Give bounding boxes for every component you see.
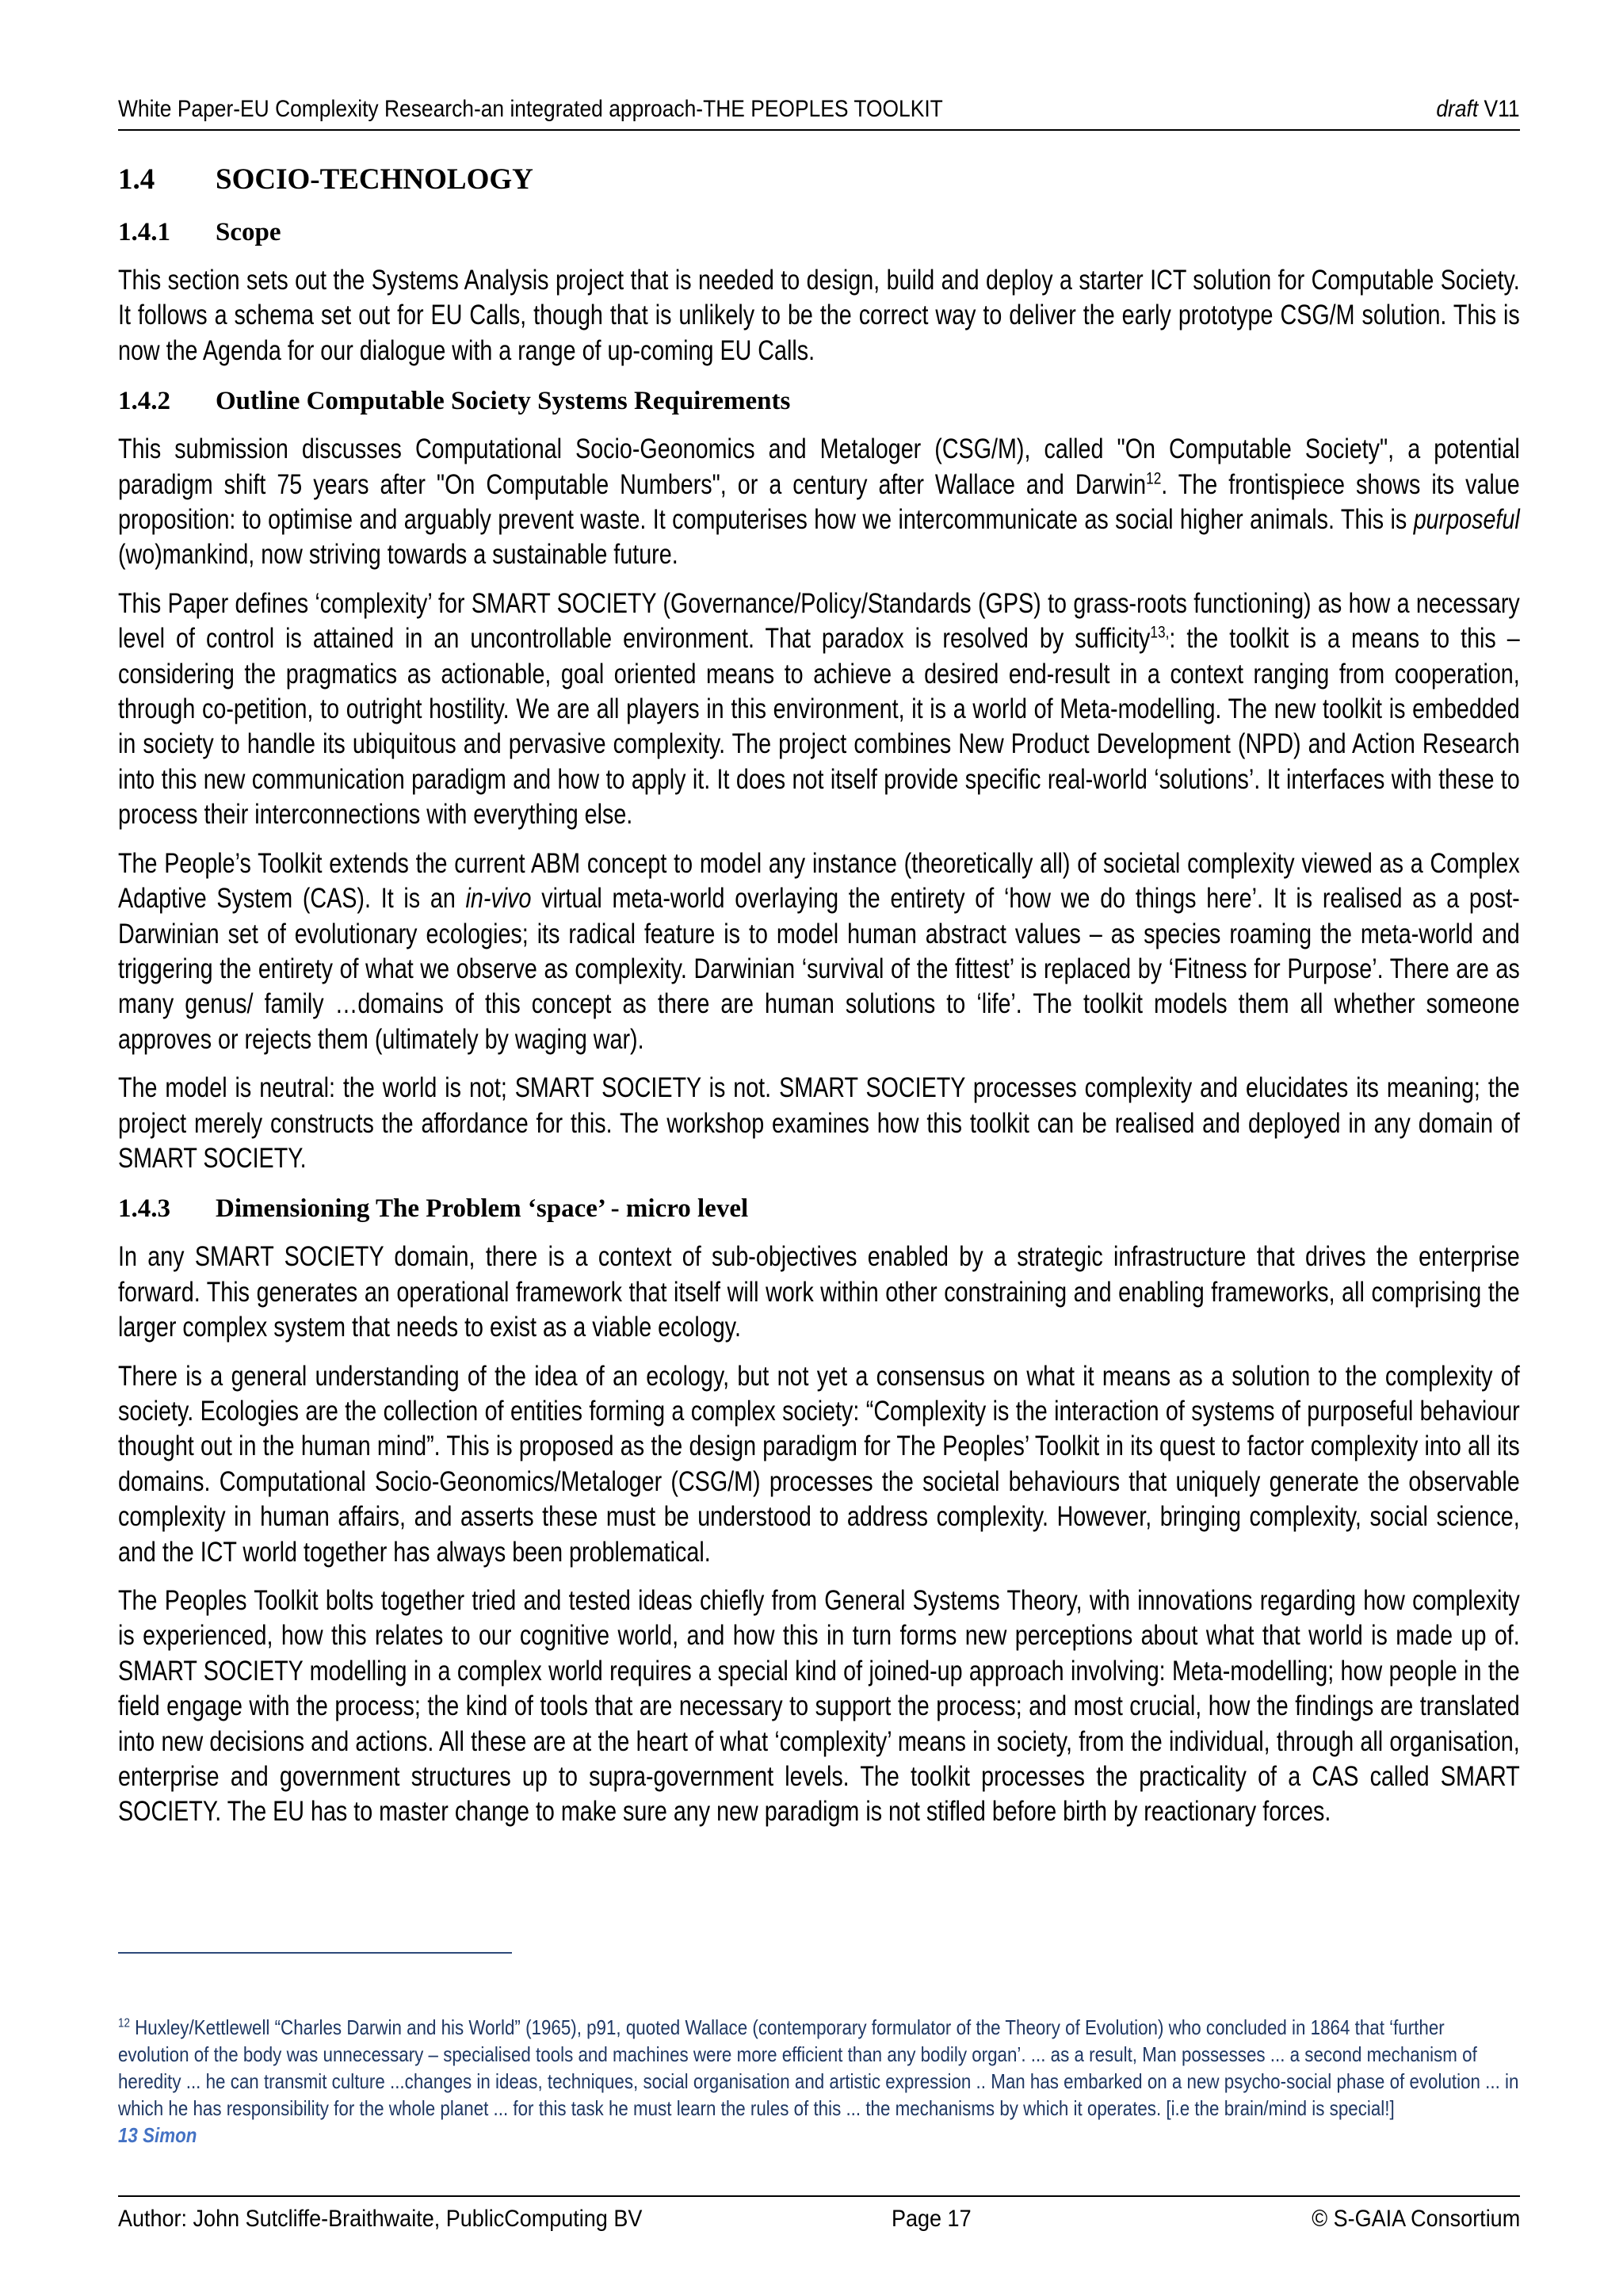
- subsection-title: Outline Computable Society Systems Requirements: [216, 387, 791, 416]
- footnote-ref-13[interactable]: 13,: [1150, 623, 1170, 642]
- text-run: : the toolkit is a means to this – considering the pragmatics as actionable, goal oriented means to achieve a desired end-result in a context ranging from cooperation, through co-petition, to outright hostility. We are all players in this environment, it is a world of Meta-modelling. The new toolkit is embedded in society to handle its ubiquitous and pervasive complexity. The project combines New Product Development (NPD) and Action Research into this new communication paradigm and how to apply it. It does not itself provide specific real-world ‘solutions’. It interfaces with these to process their interconnections with everything else.: [118, 623, 1520, 831]
- footer-rule: [118, 2195, 1520, 2197]
- footer-page-number: Page 17: [892, 2206, 972, 2232]
- footnotes: [118, 2014, 1520, 2149]
- subsection-number: 1.4.2: [118, 387, 170, 416]
- emphasis: purposeful: [1413, 504, 1520, 536]
- footnote-12: [118, 2014, 1520, 2122]
- subsection-heading-requirements: [118, 384, 1520, 418]
- paragraph-submission: [118, 432, 1520, 573]
- text-run: This Paper defines ‘complexity’ for SMART SOCIETY (Governance/Policy/Standards (GPS) to grass-roots functioning) as how a necessary level of control is attained in an uncontrollable environment. That paradox is resolved by sufficity: [118, 587, 1520, 655]
- footnote-text: Huxley/Kettlewell “Charles Darwin and his World” (1965), p91, quoted Wallace (contemporary formulator of the Theory of Evolution) who concluded in 1864 that ‘further evolution of the body was unnecessary – specialised tools and machines were more efficient than any bodily organ’. ... as a result, Man possesses ... a second mechanism of heredity ... he can transmit culture ...changes in ideas, techniques, social organisation and artistic expression .. Man has embarked on a new psycho-social phase of evolution ... in which he has responsibility for the whole planet ... for this task he must learn the rules of this ... the mechanisms by which it operates. [i.e the brain/mind is special!]: [118, 2015, 1519, 2120]
- footnote-separator: [118, 1952, 512, 1954]
- section-heading: [118, 160, 1520, 200]
- footnote-number: 12: [118, 2016, 130, 2030]
- text-run: This submission discusses Computational Socio-Geonomics and Metaloger (CSG/M), called "On Computable Society", a potential paradigm shift 75 years after "On Computable Numbers", or a century after Wallace and Darwin: [118, 434, 1520, 500]
- footer-author: Author: John Sutcliffe-Braithwaite, PublicComputing BV: [118, 2206, 643, 2232]
- subsection-heading-scope: [118, 215, 1520, 250]
- paragraph-peoples-toolkit: [118, 846, 1520, 1057]
- paragraph-domain-context: In any SMART SOCIETY domain, there is a context of sub-objectives enabled by a strategic infrastructure that drives the enterprise forward. This generates an operational framework that itself will work within other constraining and enabling frameworks, all comprising the larger complex system that needs to exist as a viable ecology.: [118, 1241, 1520, 1343]
- paragraph-toolkit-bolts: The Peoples Toolkit bolts together tried and tested ideas chiefly from General Systems Theory, with innovations regarding how complexity is experienced, how this relates to our cognitive world, and how this in turn forms new perceptions about what that world is made up of. SMART SOCIETY modelling in a complex world requires a special kind of joined-up approach involving: Meta-modelling; how people in the field engage with the process; the kind of tools that are necessary to support the process; and most crucial, how the findings are translated into new decisions and actions. All these are at the heart of what ‘complexity’ means in society, from the individual, through all organisation, enterprise and government structures up to supra-government levels. The toolkit processes the practicality of a CAS called SMART SOCIETY. The EU has to master change to make sure any new paradigm is not stifled before birth by reactionary forces.: [118, 1585, 1520, 1828]
- subsection-title: Scope: [216, 218, 281, 246]
- footnote-13: 13 Simon: [118, 2123, 197, 2147]
- paragraph-ecology: There is a general understanding of the idea of an ecology, but not yet a consensus on what it means as a solution to the complexity of society. Ecologies are the collection of entities forming a complex society: “Complexity is the interaction of systems of purposeful behaviour thought out in the human mind”. This is proposed as the design paradigm for The Peoples’ Toolkit in its quest to factor complexity into all its domains. Computational Socio-Geonomics/Metaloger (CSG/M) processes the societal behaviours that uniquely generate the observable complexity in human affairs, and asserts these must be understood to address complexity. However, bringing complexity, social science, and the ICT world together has always been problematical.: [118, 1360, 1520, 1568]
- text-run: virtual meta-world overlaying the entirety of ‘how we do things here’. It is realised as a post-Darwinian set of evolutionary ecologies; its radical feature is to model human abstract values – as species roaming the meta-world and triggering the entirety of what we observe as complexity. Darwinian ‘survival of the fittest’ is replaced by ‘Fitness for Purpose’. There are as many genus/ family …domains of this concept as there are human solutions to ‘life’. The toolkit models them all whether someone approves or rejects them (ultimately by waging war).: [118, 883, 1520, 1055]
- text-run: The People’s Toolkit extends the current ABM concept to model any instance (theoretically all) of societal complexity viewed as a Complex Adaptive System (CAS). It is an: [118, 847, 1520, 915]
- section-title: SOCIO-TECHNOLOGY: [216, 163, 533, 196]
- section-number: 1.4: [118, 163, 155, 196]
- subsection-number: 1.4.3: [118, 1194, 170, 1224]
- paragraph-scope: This section sets out the Systems Analysis project that is needed to design, build and deploy a starter ICT solution for Computable Society. It follows a schema set out for EU Calls, though that is unlikely to be the correct way to deliver the early prototype CSG/M solution. This is now the Agenda for our dialogue with a range of up-coming EU Calls.: [118, 265, 1520, 366]
- footnote-ref-12[interactable]: 12: [1146, 468, 1162, 487]
- paragraph-model-neutral: The model is neutral: the world is not; SMART SOCIETY is not. SMART SOCIETY processes complexity and elucidates its meaning; the project merely constructs the affordance for this. The workshop examines how this toolkit can be realised and deployed in any domain of SMART SOCIETY.: [118, 1072, 1520, 1174]
- paragraph-complexity-definition: [118, 586, 1520, 833]
- subsection-title: Dimensioning The Problem ‘space’ - micro level: [216, 1194, 749, 1224]
- version-label: V11: [1484, 96, 1520, 122]
- draft-label: draft: [1436, 96, 1479, 122]
- emphasis: in-vivo: [465, 883, 532, 915]
- header-title: White Paper-EU Complexity Research-an integrated approach-THE PEOPLES TOOLKIT: [118, 96, 943, 122]
- running-header-version: [1437, 94, 1520, 125]
- page-body: [118, 131, 1520, 1830]
- text-run: (wo)mankind, now striving towards a sustainable future.: [118, 539, 678, 571]
- subsection-heading-dimensioning: [118, 1191, 1520, 1226]
- subsection-number: 1.4.1: [118, 218, 170, 246]
- text-run: . The frontispiece shows its value proposition: to optimise and arguably prevent waste. It computerises how we intercommunicate as social higher animals. This is: [118, 468, 1520, 536]
- footer-copyright: © S-GAIA Consortium: [1312, 2206, 1520, 2232]
- running-header-title: [118, 94, 943, 125]
